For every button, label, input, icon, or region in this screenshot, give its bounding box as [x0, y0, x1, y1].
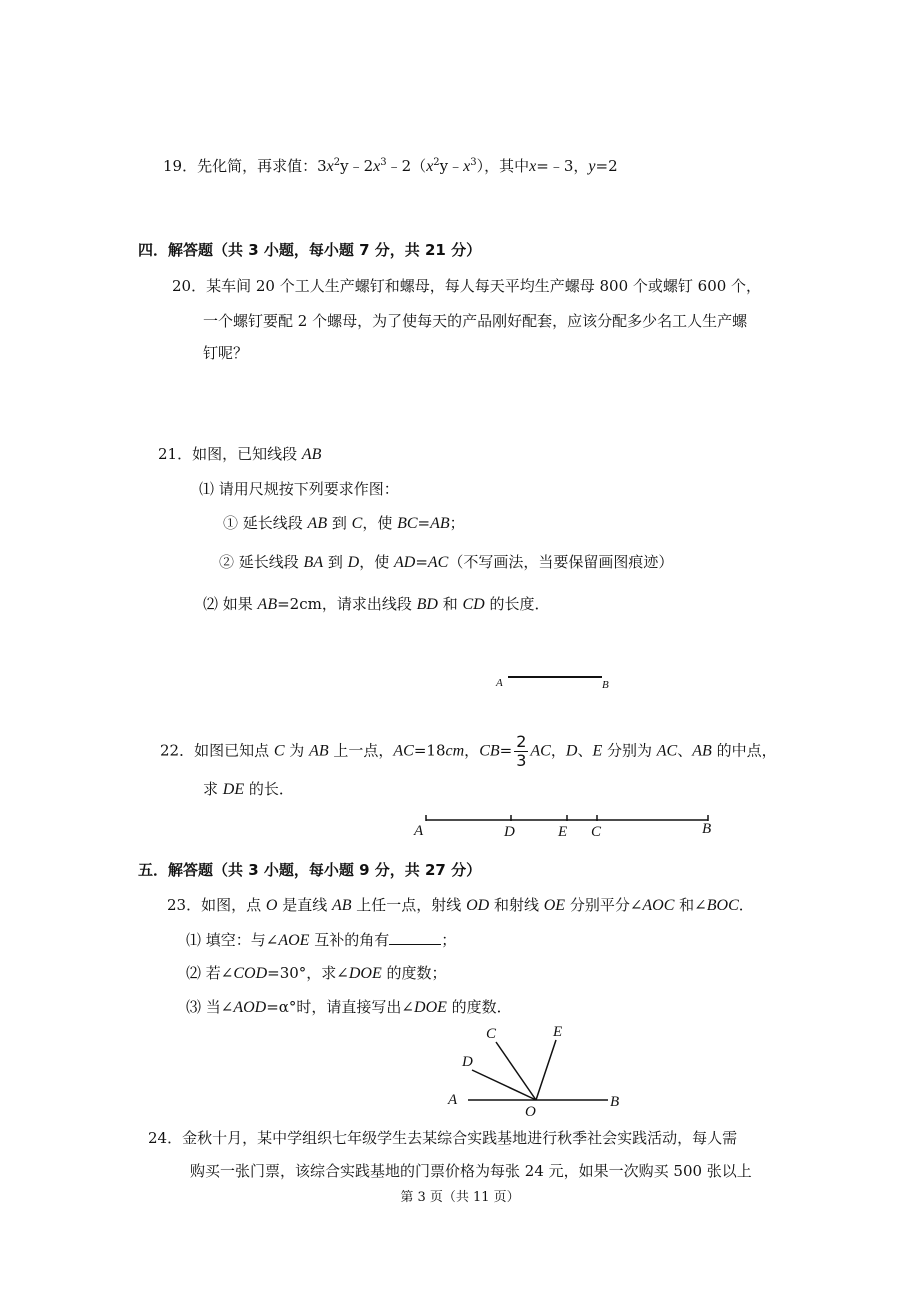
label-a: A [414, 823, 424, 839]
q22-line1: 22．如图已知点 C 为 AB 上一点，AC=18cm，CB= $\frac{2}{3}$ AC，D、E 分别为 AC、AB 的中点， [160, 732, 777, 770]
section-4-title: 四．解答题（共 3 小题，每小题 7 分，共 21 分） [138, 241, 482, 259]
answer-blank[interactable] [389, 930, 441, 945]
label-c: C [591, 824, 602, 840]
q21-step2: ② 延长线段 BA 到 D，使 AD=AC（不写画法，当要保留画图痕迹） [219, 553, 674, 571]
page-footer: 第 3 页（共 11 页） [400, 1190, 520, 1205]
q22-line2: 求 DE 的长． [203, 780, 294, 798]
q24-line2: 购买一张门票，该综合实践基地的门票价格为每张 24 元，如果一次购买 500 张以上 [190, 1162, 752, 1180]
q21-part1: ⑴ 请用尺规按下列要求作图： [199, 480, 399, 498]
q20-line2: 一个螺钉要配 2 个螺母，为了使每天的产品刚好配套，应该分配多少名工人生产螺 [203, 312, 748, 330]
q21-part2: ⑵ 如果 AB=2cm，请求出线段 BD 和 CD 的长度． [203, 595, 550, 613]
label-b: B [602, 679, 609, 691]
label-d: D [504, 824, 515, 840]
label-a: A [448, 1092, 458, 1108]
q20-line3: 钉呢？ [203, 344, 249, 362]
q22-figure [412, 808, 722, 840]
label-c: C [486, 1026, 497, 1042]
label-e: E [558, 824, 568, 840]
fraction-two-thirds: $\frac{2}{3}$ [516, 732, 527, 770]
q23-stem: 23．如图，点 O 是直线 AB 上任一点，射线 OD 和射线 OE 分别平分∠AOC 和∠BOC． [167, 896, 754, 914]
label-a: A [496, 677, 503, 689]
q21-figure [492, 668, 622, 692]
label-e: E [553, 1024, 563, 1040]
section-5-title: 五．解答题（共 3 小题，每小题 9 分，共 27 分） [138, 861, 482, 879]
q24-line1: 24．金秋十月，某中学组织七年级学生去某综合实践基地进行秋季社会实践活动，每人需 [148, 1129, 738, 1147]
q23-part3: ⑶ 当∠AOD=α°时，请直接写出∠DOE 的度数． [186, 998, 512, 1016]
label-o: O [525, 1104, 536, 1120]
q23-figure [440, 1020, 630, 1120]
q21-stem: 21．如图，已知线段 AB [158, 445, 322, 463]
q23-part2: ⑵ 若∠COD=30°，求∠DOE 的度数； [186, 964, 447, 982]
ray-oe [536, 1040, 556, 1100]
label-d: D [462, 1054, 473, 1070]
q20-line1: 20．某车间 20 个工人生产螺钉和螺母，每人每天平均生产螺母 800 个或螺钉 600 个， [172, 277, 762, 295]
label-b: B [702, 821, 712, 837]
label-b: B [610, 1094, 620, 1110]
q19: 19．先化简，再求值：$3x^2y﹣2x^3﹣2(x^2y﹣x^3)$，其中x=﹣3，y=2 [163, 157, 618, 175]
q21-step1: ① 延长线段 AB 到 C，使 BC=AB； [223, 514, 465, 532]
q23-part1: ⑴ 填空：与∠AOE 互补的角有 ； [186, 931, 457, 949]
